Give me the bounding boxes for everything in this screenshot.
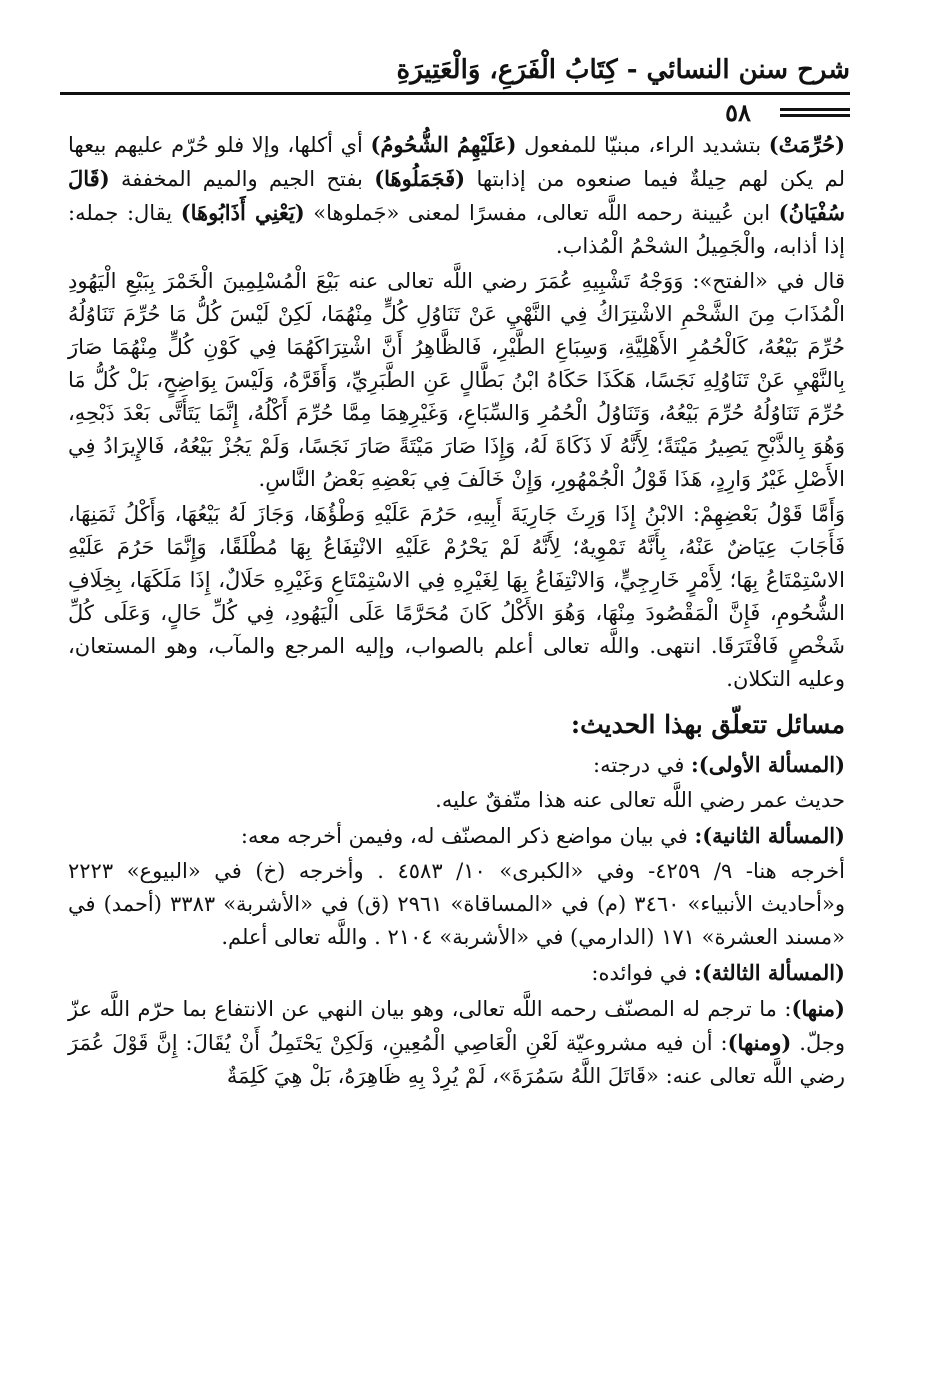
question-3-heading xyxy=(68,956,845,990)
paragraph-1-seg-2: (عَلَيْهِمُ الشُّحُومُ) xyxy=(370,132,517,157)
main-text xyxy=(68,128,845,1095)
question-3-label: (المسألة الثالثة): xyxy=(693,960,845,985)
question-2-label: (المسألة الثانية): xyxy=(694,823,845,848)
question-3-subtitle: في فوائده: xyxy=(591,961,694,985)
page-number-rule-second xyxy=(780,114,850,117)
header-title: شرح سنن النسائي - كِتَابُ الْفَرَعِ، وَالْعَتِيرَةِ xyxy=(396,55,850,85)
paragraph-2 xyxy=(68,265,845,496)
paragraph-1-seg-4: (فَجَمَلُوهَا) xyxy=(374,166,466,191)
paragraph-1-seg-9: يقال: جمله: إذا أذابه، والْجَمِيلُ الشحْمُ الْمُذاب. xyxy=(68,201,845,258)
section-title: مسائل تتعلّق بهذا الحديث: xyxy=(570,710,845,739)
question-2-body: أخرجه هنا- ٩/ ٤٢٥٩- وفي «الكبرى» ١٠/ ٤٥٨٣ . وأخرجه (خ) في «البيوع» ٢٢٢٣ و«أحاديث الأنبياء» ٣٤٦٠ (م) في «المساقاة» ٢٩٦١ (ق) في «الأشربة» ٣٣٨٣ (أحمد) في «مسند العشرة» ١٧١ (الدارمي) في «الأشربة» ٢١٠٤ . واللَّه تعالى أعلم. xyxy=(68,859,845,949)
paragraph-1-seg-8: (يَعْنِي أَذَابُوهَا) xyxy=(180,200,305,225)
paragraph-1-seg-6: (قَالَ سُفْيَانُ) xyxy=(68,166,845,225)
question-3-seg-1: : ما ترجم له المصنّف رحمه اللَّه تعالى، وهو بيان النهي عن الانتفاع بما حرّم اللَّه عزّ وجلّ. xyxy=(68,997,845,1055)
paragraph-1 xyxy=(68,128,845,263)
question-1-label: (المسألة الأولى): xyxy=(691,752,845,777)
question-3-seg-2: (ومنها) xyxy=(727,1030,792,1055)
paragraph-1-seg-1: بتشديد الراء، مبنيّا للمفعول xyxy=(516,133,769,157)
question-1-body: حديث عمر رضي اللَّه تعالى عنه هذا متّفقٌ عليه. xyxy=(435,788,845,812)
paragraph-2-text: قال في «الفتح»: وَوَجْهُ تَشْبِيهِ عُمَرَ رضي اللَّه تعالى عنه بَيْعَ الْمُسْلِمِينَ الْخَمْرَ بِبَيْعِ الْيَهُودِ الْمُذَابَ مِنَ الشَّحْمِ الاشْتِرَاكُ فِي النَّهْيِ عَنْ تَنَاوُلِ كُلٍّ مِنْهُمَا، لَكِنْ لَيْسَ كُلُّ مَا حُرِّمَ تَنَاوُلُهُ حُرِّمَ بَيْعُهُ، كَالْحُمُرِ الأَهْلِيَّةِ، وَسِبَاعِ الطَّيْرِ، فَالظَّاهِرُ أَنَّ اشْتِرَاكَهُمَا فِي كَوْنِ كُلٍّ مِنْهُمَا صَارَ بِالنَّهْيِ عَنْ تَنَاوُلِهِ نَجَسًا، هَكَذَا حَكَاهُ ابْنُ بَطَّالٍ عَنِ الطَّبَرِيِّ، وَأَقَرَّهُ، وَلَيْسَ بِوَاضِحٍ، بَلْ كُلُّ مَا حُرِّمَ تَنَاوُلُهُ حُرِّمَ بَيْعُهُ، وَتَنَاوُلُ الْحُمُرِ وَالسِّبَاعِ، وَغَيْرِهِمَا مِمَّا حُرِّمَ أَكْلُهُ، إِنَّمَا يَتَأَتَّى بَعْدَ ذَبْحِهِ، وَهُوَ بِالذَّبْحِ يَصِيرُ مَيْتَةً؛ لِأَنَّهُ لَا ذَكَاةَ لَهُ، وَإِذَا صَارَ مَيْتَةً صَارَ نَجَسًا، وَلَمْ يَجُزْ بَيْعُهُ، فَالإِيرَادُ فِي الأَصْلِ غَيْرُ وَارِدٍ، هَذَا قَوْلُ الْجُمْهُورِ، وَإِنْ خَالَفَ فِي بَعْضِهِ بَعْضُ النَّاسِ. xyxy=(68,269,845,491)
header-rule xyxy=(60,92,850,95)
running-header xyxy=(60,52,850,92)
paragraph-1-seg-3: أي أكلها، وإلا فلو حُرّم عليهم بيعها لم يكن لهم حِيلةٌ فيما صنعوه من إذابتها xyxy=(68,133,845,191)
question-1-heading xyxy=(68,748,845,782)
page-number-rule xyxy=(780,108,850,111)
paragraph-3-text: وَأَمَّا قَوْلُ بَعْضِهِمْ: الابْنُ إِذَا وَرِثَ جَارِيَةَ أَبِيهِ، حَرُمَ عَلَيْهِ وَطْؤُهَا، وَجَازَ لَهُ بَيْعُهَا، وَأَكْلُ ثَمَنِهَا، فَأَجَابَ عِيَاضٌ عَنْهُ، بِأَنَّهُ تَمْوِيهٌ؛ لِأَنَّهُ لَمْ يَحْرُمْ عَلَيْهِ الانْتِفَاعُ بِهَا مُطْلَقًا، وَإِنَّمَا حَرُمَ عَلَيْهِ الاسْتِمْتَاعُ بِهَا؛ لِأَمْرٍ خَارِجِيٍّ، وَالانْتِفَاعُ بِهَا لِغَيْرِهِ فِي الاسْتِمْتَاعِ وَغَيْرِهِ حَلَالٌ، إِذَا مَلَكَهَا، بِخِلَافِ الشُّحُومِ، فَإِنَّ الْمَقْصُودَ مِنْهَا، وَهُوَ الأَكْلُ كَانَ مُحَرَّمًا عَلَى الْيَهُودِ، فِي كُلِّ حَالٍ، وَعَلَى كُلِّ شَخْصٍ فَافْتَرَقَا. انتهى. واللَّه تعالى أعلم بالصواب، وإليه المرجع والمآب، وهو المستعان، وعليه التكلان. xyxy=(68,502,845,691)
page-number: ٥٨ xyxy=(725,98,751,127)
question-2-subtitle: في بيان مواضع ذكر المصنّف له، وفيمن أخرجه معه: xyxy=(240,824,695,848)
paragraph-3 xyxy=(68,498,845,696)
question-3-body xyxy=(68,992,845,1093)
paragraph-1-seg-5: بفتح الجيم والميم المخففة xyxy=(109,167,375,191)
question-3-seg-3: : أن فيه مشروعيّة لَعْنِ الْعَاصِي الْمُعِينِ، وَلَكِنْ يَحْتَمِلُ أَنْ يُقَالَ: إِنَّ قَوْلَ عُمَرَ رضي اللَّه تعالى عنه: «قَاتَلَ اللَّهُ سَمُرَةَ»، لَمْ يُرِدْ بِهِ ظَاهِرَهُ، بَلْ هِيَ كَلِمَةٌ xyxy=(68,1031,845,1088)
question-2-heading xyxy=(68,819,845,853)
paragraph-1-seg-7: ابن عُيينة رحمه اللَّه تعالى، مفسرًا لمعنى «جَملوها» xyxy=(304,201,779,225)
paragraph-1-seg-0: (حُرِّمَتْ) xyxy=(768,132,846,157)
question-1-subtitle: في درجته: xyxy=(593,753,692,777)
question-3-seg-0: (منها) xyxy=(791,996,845,1021)
